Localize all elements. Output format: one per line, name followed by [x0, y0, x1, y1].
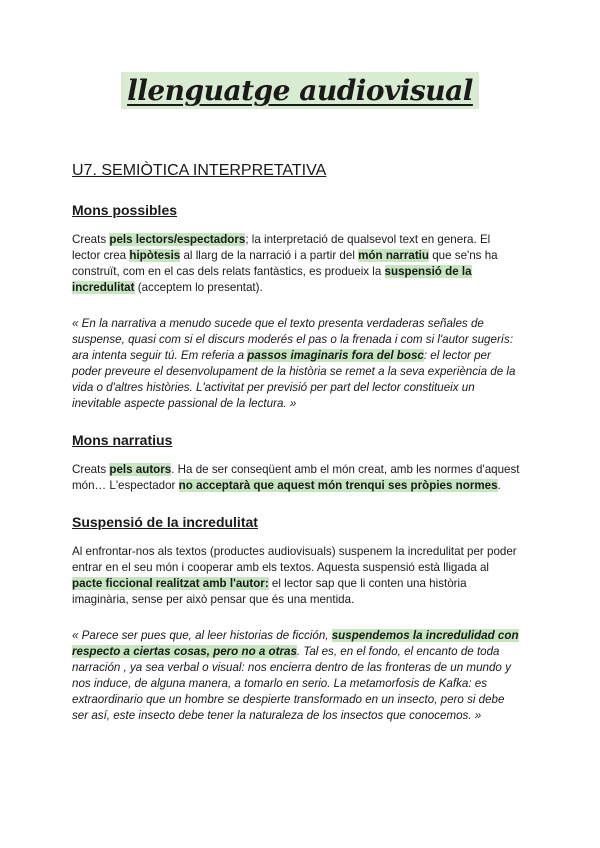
- highlight: hipòtesis: [129, 249, 181, 262]
- highlight: món narratiu: [358, 249, 429, 262]
- section-heading-suspensio: Suspensió de la incredulitat: [72, 514, 258, 530]
- unit-heading: U7. SEMIÒTICA INTERPRETATIVA: [72, 162, 327, 179]
- highlight: pels autors: [109, 463, 172, 476]
- highlight: passos imaginaris fora del bosc: [247, 349, 424, 362]
- highlight: suspendemos la incredulidad con respecto a ciertas cosas, pero no a otras: [72, 629, 519, 658]
- document-body: [72, 162, 520, 738]
- section-heading-mons-possibles: Mons possibles: [72, 202, 178, 218]
- quote-mons-possibles: « En la narrativa a menudo sucede que el texto presenta verdaderas señales de suspense, quasi com si el discurs moderés el pas o la frenada i com si l'autor sugerís: ara intenta seguir tú. Em referia a passos imaginaris fora del bosc: el lector per poder preveure el desenvolupament de la història se remet a la seva experiència de la vida o d'altres històries. L'activitat per previsió per part del lector constitueix un inevitable aspecte passional de la lectura. »: [72, 317, 516, 410]
- highlight: pacte ficcional realitzat amb l'autor:: [72, 577, 269, 590]
- document-title: llenguatge audiovisual: [121, 72, 479, 109]
- quote-suspensio: « Parece ser pues que, al leer historias de ficción, suspendemos la incredulidad con respecto a ciertas cosas, pero no a otras. Tal es, en el fondo, el encanto de toda narración , ya sea verbal o visual: nos encierra dentro de las fronteras de un mundo y nos induce, de alguna manera, a tomarlo en serio. La metamorfosis de Kafka: es extraordinario que un hombre se despierte transformado en un insecto, pero si debe ser así, este insecto debe tener la naturaleza de los insectos que conocemos. »: [72, 629, 519, 722]
- paragraph-mons-possibles: Creats pels lectors/espectadors; la interpretació de qualsevol text en genera. El lector crea hipòtesis al llarg de la narració i a partir del món narratiu que se'ns ha construït, com en el cas dels relats fantàstics, es produeix la suspensió de la incredulitat (acceptem lo presentat).: [72, 233, 498, 294]
- highlight: no acceptarà que aquest món trenqui ses pròpies normes: [178, 479, 498, 492]
- title-container: [0, 72, 600, 109]
- highlight: pels lectors/espectadors: [109, 233, 246, 246]
- paragraph-mons-narratius: Creats pels autors. Ha de ser conseqüent amb el món creat, amb les normes d'aquest món… L'espectador no acceptarà que aquest món trenqui ses pròpies normes.: [72, 463, 520, 492]
- section-heading-mons-narratius: Mons narratius: [72, 432, 173, 448]
- highlight: suspensió de la incredulitat: [72, 265, 472, 294]
- paragraph-suspensio: Al enfrontar-nos als textos (productes audiovisuals) suspenem la incredulitat per poder entrar en el seu món i cooperar amb els textos. Aquesta suspensió està lligada al pacte ficcional realitzat amb l'autor: el lector sap que li conten una història imaginària, sense per això pensar que és una mentida.: [72, 545, 517, 606]
